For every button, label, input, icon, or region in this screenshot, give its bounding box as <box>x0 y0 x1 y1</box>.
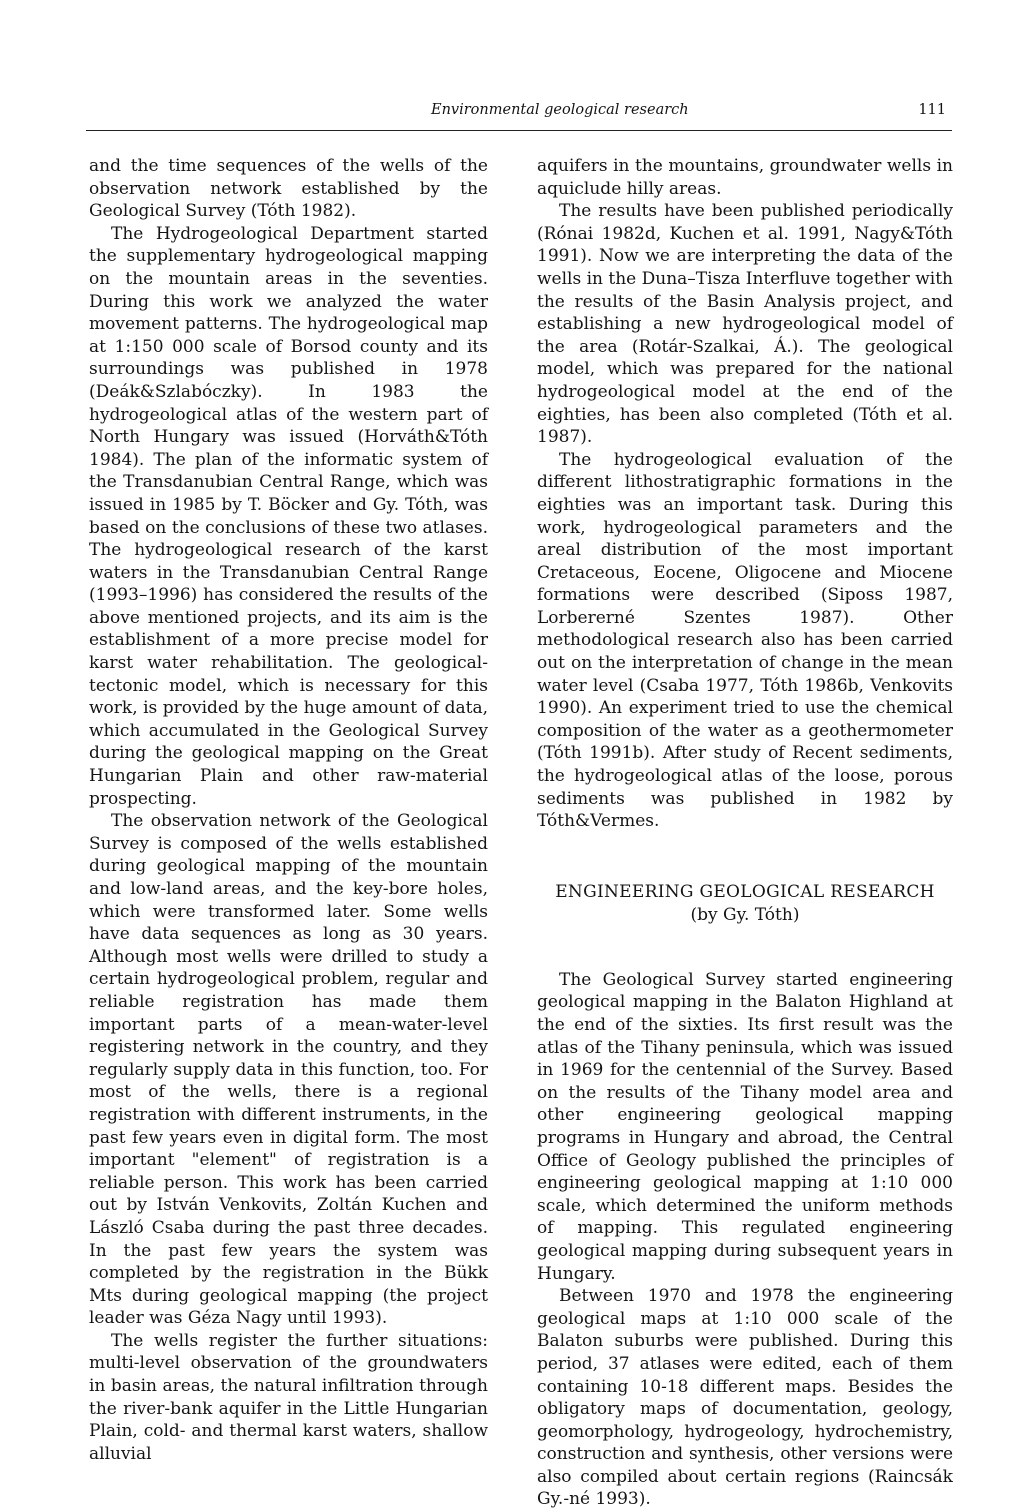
running-head <box>86 100 952 131</box>
paragraph: aquifers in the mountains, groundwater wells in aquiclude hilly areas. <box>537 156 953 199</box>
left-column <box>89 155 488 1465</box>
paragraph: The wells register the further situations: multi-level observation of the groundwaters in basin areas, the natural infiltration through the river-bank aquifer in the Little Hungarian Plain, cold- and thermal karst waters, shallow alluvial <box>89 1330 488 1464</box>
paragraph: The results have been published periodically (Rónai 1982d, Kuchen et al. 1991, Nagy&Tóth 1991). Now we are interpreting the data of the wells in the Duna–Tisza Interfluve together with the results of the Basin Analysis project, and establishing a new hydrogeological model of the area (Rotár-Szalkai, Á.). The geological model, which was prepared for the national hydrogeological model at the end of the eighties, has been also completed (Tóth et al. 1987). <box>537 201 953 448</box>
section-heading: ENGINEERING GEOLOGICAL RESEARCH <box>555 881 935 902</box>
paragraph: The hydrogeological evaluation of the different lithostratigraphic formations in the eighties was an important task. During this work, hydrogeological parameters and the areal distribution of the most important Cretaceous, Eocene, Oligocene and Miocene formations were described (Siposs 1987, Lorbererné Szentes 1987). Other methodological research also has been carried out on the interpretation of change in the mean water level (Csaba 1977, Tóth 1986b, Venkovits 1990). An experiment tried to use the chemical composition of the water as a geothermometer (Tóth 1991b). After study of Recent sediments, the hydrogeological atlas of the loose, porous sediments was published in 1982 by Tóth&Vermes. <box>537 449 953 832</box>
paragraph: The Geological Survey started engineering geological mapping in the Balaton Highland at the end of the sixties. Its first result was the atlas of the Tihany peninsula, which was issued in 1969 for the centennial of the Survey. Based on the results of the Tihany model area and other engineering geological mapping programs in Hungary and abroad, the Central Office of Geology published the principles of engineering geological mapping at 1:10 000 scale, which determined the uniform methods of mapping. This regulated engineering geological mapping during subsequent years in Hungary. <box>537 969 953 1284</box>
page-number: 111 <box>918 102 946 118</box>
paragraph: and the time sequences of the wells of the observation network established by the Geological Survey (Tóth 1982). <box>89 156 488 222</box>
running-title: Environmental geological research <box>431 102 689 118</box>
paragraph: The observation network of the Geological Survey is composed of the wells established during geological mapping of the mountain and low-land areas, and the key-bore holes, which were transformed later. Some wells have data sequences as long as 30 years. Although most wells were drilled to study a certain hydrogeological problem, regular and reliable registration has made them important parts of a mean-water-level registering network in the country, and they regularly supply data in this function, too. For most of the wells, there is a regional registration with different instruments, in the past few years even in digital form. The most important "element" of registration is a reliable person. This work has been carried out by István Venkovits, Zoltán Kuchen and László Csaba during the past three decades. In the past few years the system was completed by the registration in the Bükk Mts during geological mapping (the project leader was Géza Nagy until 1993). <box>89 811 488 1329</box>
paragraph: Between 1970 and 1978 the engineering geological maps at 1:10 000 scale of the Balaton suburbs were published. During this period, 37 atlases were edited, each of them containing 10-18 different maps. Besides the obligatory maps of documentation, geology, geomorphology, hydrogeology, hydrochemistry, construction and synthesis, other versions were also compiled about certain regions (Raincsák Gy.-né 1993). <box>537 1286 953 1510</box>
paragraph: The Hydrogeological Department started the supplementary hydrogeological mapping on the mountain areas in the seventies. During this work we analyzed the water movement patterns. The hydrogeological map at 1:150 000 scale of Borsod county and its surroundings was published in 1978 (Deák&Szlabóczky). In 1983 the hydrogeological atlas of the western part of North Hungary was issued (Horváth&Tóth 1984). The plan of the informatic system of the Transdanubian Central Range, which was issued in 1985 by T. Böcker and Gy. Tóth, was based on the conclusions of these two atlases. The hydrogeological research of the karst waters in the Transdanubian Central Range (1993–1996) has considered the results of the above mentioned projects, and its aim is the establishment of a more precise model for karst water rehabilitation. The geological-tectonic model, which is necessary for this work, is provided by the huge amount of data, which accumulated in the Geological Survey during the geological mapping on the Great Hungarian Plain and other raw-material prospecting. <box>89 223 488 809</box>
section-byline: (by Gy. Tóth) <box>690 904 800 925</box>
right-column <box>537 155 953 1511</box>
